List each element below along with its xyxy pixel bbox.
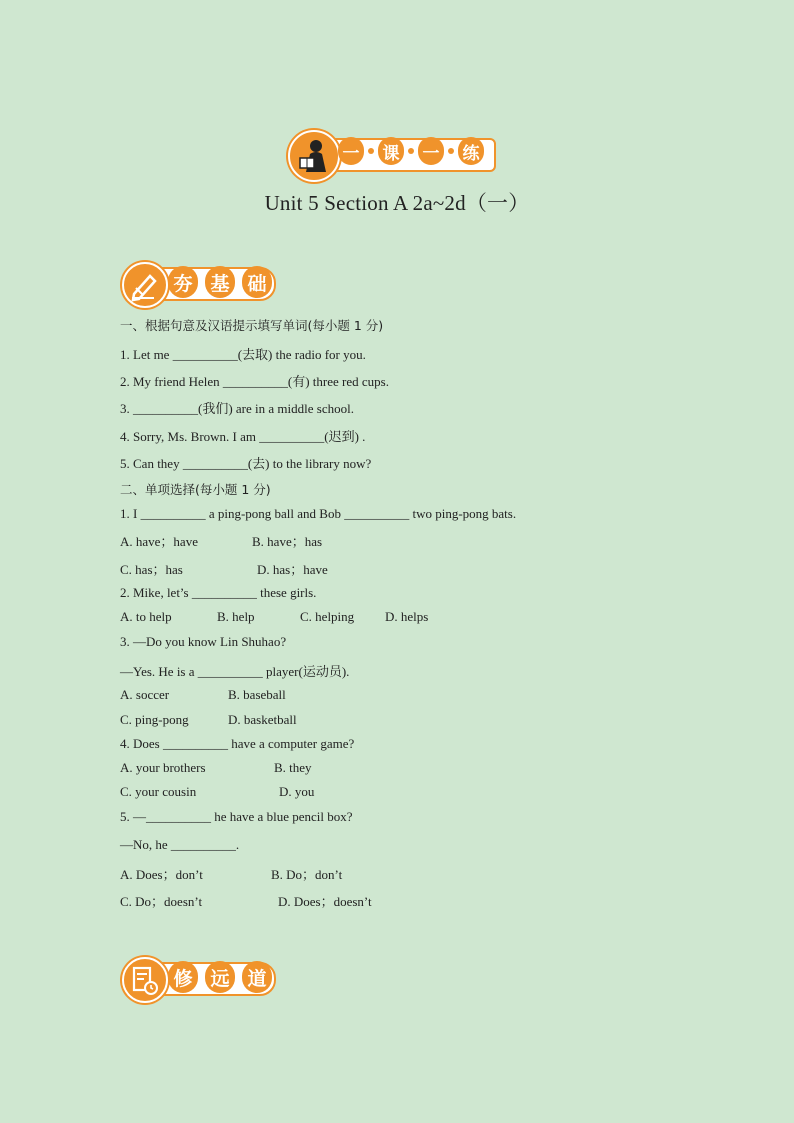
question-item: 3. —Do you know Lin Shuhao? [120, 634, 287, 649]
option: A. have；have [120, 534, 198, 549]
option: D. has；have [257, 562, 328, 577]
option: D. you [279, 784, 315, 799]
option: C. Do；doesn’t [120, 894, 203, 909]
option: B. they [274, 760, 312, 775]
badge-char: 道 [242, 961, 272, 993]
option: B. Do；don’t [271, 867, 343, 882]
banner-char: 一 [418, 137, 444, 165]
part2-heading: 二、单项选择(每小题 1 分) [120, 482, 271, 497]
pencil-icon [122, 262, 168, 308]
option: A. your brothers [120, 760, 206, 775]
option: B. help [217, 609, 255, 624]
section-badge-basics [122, 262, 282, 304]
option: D. Does；doesn’t [278, 894, 372, 909]
option: D. basketball [228, 712, 297, 727]
question-item: —Yes. He is a __________ player(运动员). [120, 664, 350, 679]
question-item: 4. Does __________ have a computer game? [120, 736, 355, 751]
badge-char: 远 [205, 961, 235, 993]
option: B. have；has [252, 534, 323, 549]
badge-char: 础 [242, 266, 272, 298]
banner-char: 练 [458, 137, 484, 165]
option: D. helps [385, 609, 429, 624]
question-item: 2. Mike, let’s __________ these girls. [120, 585, 317, 600]
option: A. to help [120, 609, 172, 624]
badge-char: 修 [168, 961, 198, 993]
option: C. your cousin [120, 784, 197, 799]
question-item: 1. I __________ a ping-pong ball and Bob __________ two ping-pong bats. [120, 506, 517, 521]
question-item: 4. Sorry, Ms. Brown. I am __________(迟到) . [120, 429, 366, 444]
option: C. helping [300, 609, 355, 624]
question-item: 5. Can they __________(去) to the library now? [120, 456, 372, 471]
part1-heading: 一、根据句意及汉语提示填写单词(每小题 1 分) [120, 318, 384, 333]
option: C. ping-pong [120, 712, 189, 727]
option: A. soccer [120, 687, 170, 702]
option: B. baseball [228, 687, 286, 702]
banner-char: 课 [378, 137, 404, 165]
notebook-clock-icon [122, 957, 168, 1003]
question-item: —No, he __________. [120, 837, 240, 852]
question-item: 1. Let me __________(去取) the radio for you. [120, 347, 366, 362]
option: A. Does；don’t [120, 867, 203, 882]
question-item: 5. —__________ he have a blue pencil box? [120, 809, 353, 824]
lesson-banner [288, 130, 498, 178]
student-reading-icon [288, 130, 340, 182]
page-title: Unit 5 Section A 2a~2d（一） [264, 191, 530, 215]
banner-char: 一 [338, 137, 364, 165]
option: C. has；has [120, 562, 183, 577]
question-item: 3. __________(我们) are in a middle school. [120, 401, 354, 416]
section-badge-practice [122, 957, 282, 999]
badge-char: 基 [205, 266, 235, 298]
question-item: 2. My friend Helen __________(有) three red cups. [120, 374, 389, 389]
badge-char: 夯 [168, 266, 198, 298]
